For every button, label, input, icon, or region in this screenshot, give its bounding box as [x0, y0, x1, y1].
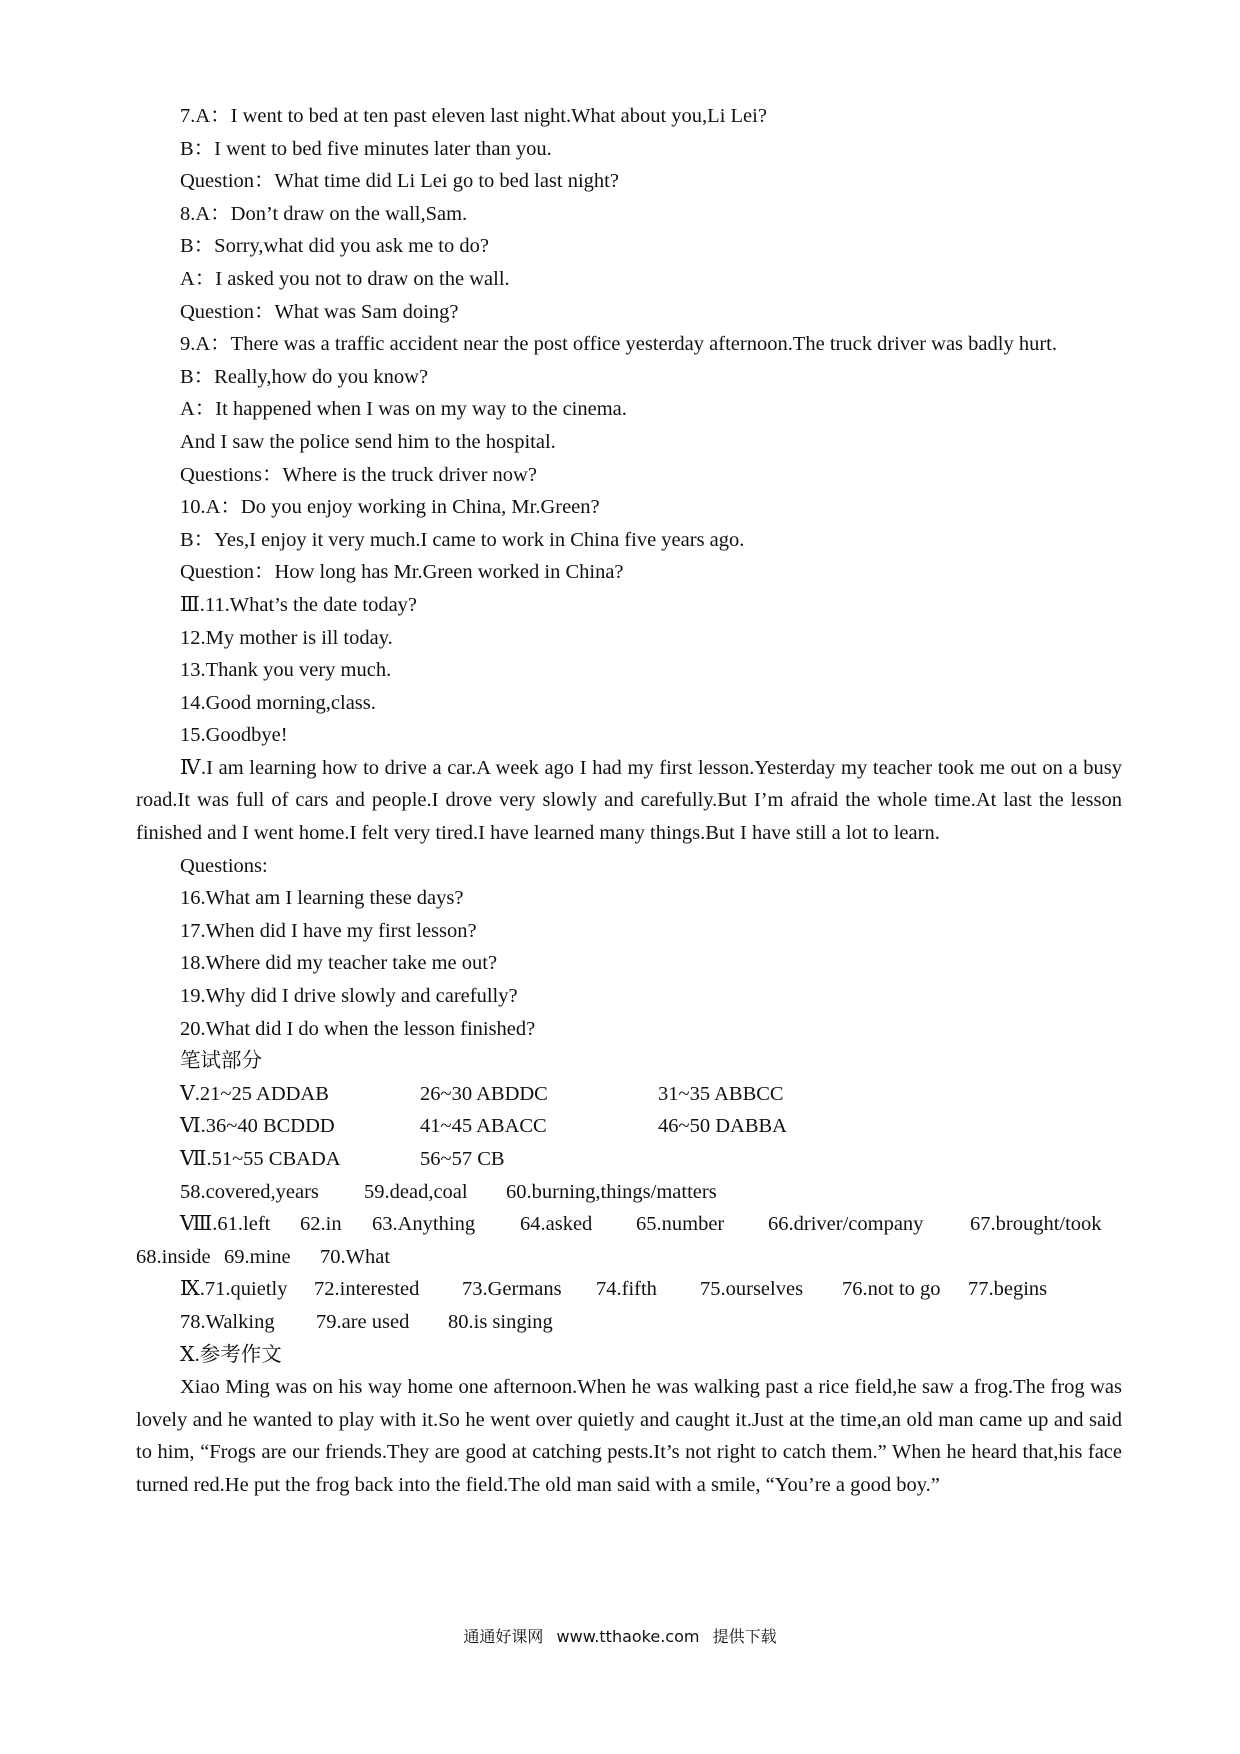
- text-line: 17.When did I have my first lesson?: [180, 919, 477, 942]
- answer-row-v: [136, 1078, 1122, 1111]
- text-line: 7.A：I went to bed at ten past eleven last night.What about you,Li Lei?: [180, 105, 767, 127]
- answer-group: 60.burning,things/matters: [506, 1180, 717, 1203]
- answer-group: 72.interested: [314, 1278, 420, 1301]
- answer-group: 80.is singing: [448, 1310, 553, 1333]
- text-line: Question：How long has Mr.Green worked in China?: [180, 561, 624, 584]
- answer-group: 69.mine: [224, 1245, 291, 1268]
- answer-rows: [136, 1078, 1122, 1339]
- answer-row-vii: [136, 1143, 1122, 1176]
- answer-key-content: [136, 100, 1122, 1502]
- listening-transcript: [136, 100, 1122, 752]
- answer-row-vii-b: [136, 1176, 1122, 1209]
- text-line: Questions:: [180, 854, 268, 877]
- answer-group: 66.driver/company: [768, 1213, 924, 1236]
- page-footer: [0, 1624, 1240, 1647]
- answer-group: 79.are used: [316, 1310, 410, 1333]
- answer-group: 68.inside: [136, 1245, 211, 1268]
- text-line: A：I asked you not to draw on the wall.: [180, 267, 510, 290]
- answer-group: Ⅵ.36~40 BCDDD: [180, 1115, 335, 1138]
- answer-group: 67.brought/took: [970, 1213, 1102, 1236]
- footer-note: 提供下载: [712, 1627, 777, 1646]
- text-line: And I saw the police send him to the hospital.: [180, 430, 556, 453]
- footer-url: www.tthaoke.com: [556, 1627, 700, 1646]
- text-line: 20.What did I do when the lesson finished?: [180, 1017, 536, 1040]
- answer-group: Ⅷ.61.left: [180, 1213, 271, 1236]
- text-line: 13.Thank you very much.: [180, 659, 392, 682]
- text-line: A：It happened when I was on my way to the cinema.: [180, 398, 627, 421]
- text-line: Question：What time did Li Lei go to bed last night?: [180, 170, 619, 193]
- answer-group: 65.number: [636, 1213, 725, 1236]
- answer-group: 58.covered,years: [180, 1180, 319, 1203]
- text-line: 15.Goodbye!: [180, 724, 288, 747]
- answer-row-ix: [136, 1273, 1122, 1306]
- model-essay: Xiao Ming was on his way home one afternoon.When he was walking past a rice field,he saw a frog.The frog was lovely and he wanted to play with it.So he went over quietly and caught it.Just at the time,an old man came up and said to him, “Frogs are our friends.They are good at catching pests.It’s not right to catch them.” When he heard that,his face turned red.He put the frog back into the field.The old man said with a smile, “You’re a good boy.”: [136, 1376, 1122, 1496]
- text-line: 16.What am I learning these days?: [180, 887, 464, 910]
- text-line: Questions：Where is the truck driver now?: [180, 463, 537, 486]
- answer-group: Ⅴ.21~25 ADDAB: [180, 1082, 329, 1105]
- answer-group: 59.dead,coal: [364, 1180, 468, 1203]
- questions-list: [136, 850, 1122, 1078]
- text-line: B：Sorry,what did you ask me to do?: [180, 235, 489, 258]
- answer-row-ix-b: [136, 1306, 1122, 1339]
- text-line: 8.A：Don’t draw on the wall,Sam.: [180, 202, 468, 225]
- answer-group: 78.Walking: [180, 1310, 275, 1333]
- section-x-heading: Ⅹ.参考作文: [180, 1343, 282, 1366]
- text-line: 12.My mother is ill today.: [180, 626, 393, 649]
- text-line: 14.Good morning,class.: [180, 691, 376, 714]
- answer-group: Ⅶ.51~55 CBADA: [180, 1148, 341, 1170]
- text-line: 10.A：Do you enjoy working in China, Mr.Green?: [180, 496, 600, 519]
- answer-group: 62.in: [300, 1213, 342, 1236]
- answer-group: Ⅸ.71.quietly: [180, 1278, 288, 1301]
- section-iv-passage: Ⅳ.I am learning how to drive a car.A week ago I had my first lesson.Yesterday my teacher took me out on a busy road.It was full of cars and people.I drove very slowly and carefully.But I’m afraid the whole time.At last the lesson finished and I went home.I felt very tired.I have learned many things.But I have still a lot to learn.: [136, 756, 1122, 845]
- answer-group: 46~50 DABBA: [658, 1115, 787, 1138]
- answer-group: 76.not to go: [842, 1278, 941, 1301]
- answer-group: 74.fifth: [596, 1278, 657, 1301]
- answer-group: 70.What: [320, 1245, 391, 1268]
- text-line: Question：What was Sam doing?: [180, 300, 459, 323]
- text-line: 18.Where did my teacher take me out?: [180, 952, 498, 975]
- answer-row-viii: [136, 1208, 1122, 1241]
- answer-row-viii-b: [136, 1241, 1122, 1274]
- text-line: B：Yes,I enjoy it very much.I came to work in China five years ago.: [180, 528, 745, 551]
- text-line: 19.Why did I drive slowly and carefully?: [180, 985, 518, 1008]
- answer-group: 75.ourselves: [700, 1278, 804, 1301]
- answer-group: 26~30 ABDDC: [420, 1082, 548, 1105]
- text-line: B：I went to bed five minutes later than you.: [180, 137, 552, 160]
- written-section-heading: 笔试部分: [180, 1050, 262, 1073]
- answer-group: 73.Germans: [462, 1278, 562, 1301]
- text-line: 9.A：There was a traffic accident near the post office yesterday afternoon.The truck driver was badly hurt.: [180, 333, 1057, 356]
- answer-group: 31~35 ABBCC: [658, 1082, 784, 1105]
- answer-group: 56~57 CB: [420, 1148, 505, 1170]
- answer-group: 63.Anything: [372, 1213, 476, 1236]
- answer-row-vi: [136, 1110, 1122, 1143]
- answer-group: 77.begins: [968, 1278, 1048, 1301]
- text-line: B：Really,how do you know?: [180, 365, 429, 388]
- footer-site-name: 通通好课网: [463, 1627, 544, 1646]
- text-line: Ⅲ.11.What’s the date today?: [180, 593, 418, 616]
- answer-group: 41~45 ABACC: [420, 1115, 547, 1138]
- answer-group: 64.asked: [520, 1213, 593, 1236]
